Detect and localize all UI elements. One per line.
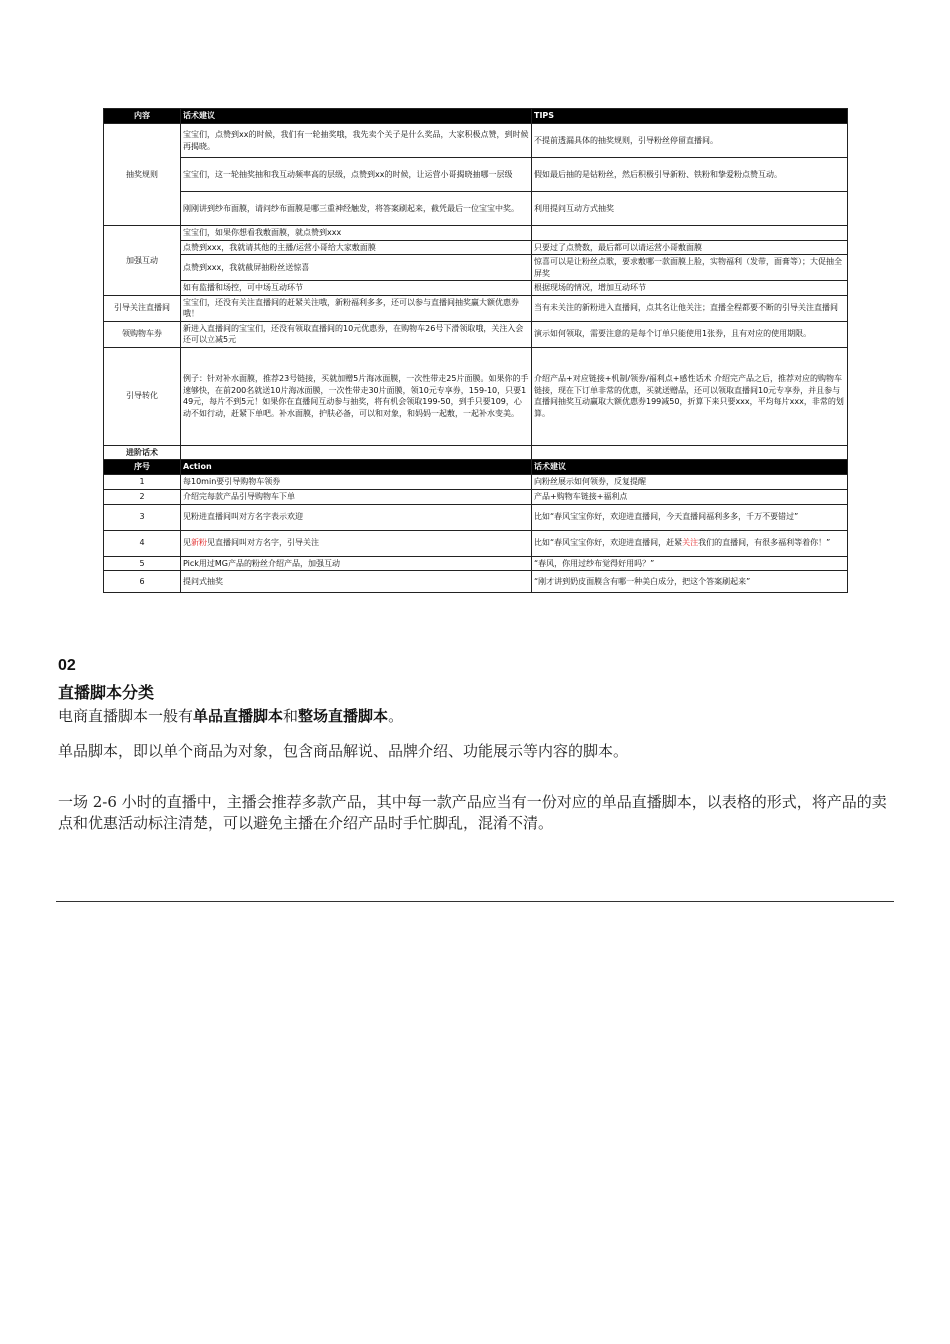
action-row (104, 571, 848, 593)
table-row (104, 347, 848, 445)
advanced-row (104, 445, 848, 460)
action-cell: 提问式抽奖 (181, 571, 532, 593)
paragraph-single-script: 单品脚本，即以单个商品为对象，包含商品解说、品牌介绍、功能展示等内容的脚本。 (58, 742, 629, 760)
action-row (104, 556, 848, 571)
empty-cell (181, 445, 532, 460)
single-script-term: 单品直播脚本 (193, 707, 284, 725)
table-row (104, 255, 848, 281)
row-number: 6 (104, 571, 181, 593)
action-text: 见直播间叫对方名字，引导关注 (207, 538, 319, 548)
header-cell: 序号 (104, 460, 181, 475)
speech-cell: 如有监播和场控，可中场互动环节 (181, 281, 532, 296)
speech-cell: 例子：针对补水面膜，推荐23号链接，买就加赠5片海冰面膜，一次性带走25片面膜。如果你的手速够快，在前200名就送10片海冰面膜，一次性带走30片面膜，领10元专享券，159-10，只要149元，每片不到5元！如果你在直播间互动参与抽奖，将有机会领取199-50，到手只要109，心动不如行动，赶紧下单吧。补水面膜，护肤必备，可以和对象，和妈妈一起敷，一起补水变美。 (181, 347, 532, 445)
header-cell: TIPS (532, 109, 848, 124)
tips-cell: 演示如何领取，需要注意的是每个订单只能使用1张券，且有对应的使用期限。 (532, 321, 848, 347)
header-cell: 内容 (104, 109, 181, 124)
tips-cell: 假如最后抽的是钻粉丝，然后积极引导新粉、铁粉和挚爱粉点赞互动。 (532, 158, 848, 192)
table-row (104, 226, 848, 241)
category-cell: 抽奖规则 (104, 124, 181, 226)
empty-cell (532, 445, 848, 460)
action-cell: 每10min要引导购物车领券 (181, 475, 532, 490)
tips-cell: 根据现场的情况，增加互动环节 (532, 281, 848, 296)
horizontal-divider (56, 901, 894, 902)
speech-cell: 向粉丝展示如何领券，反复提醒 (532, 475, 848, 490)
table-header-row-2 (104, 460, 848, 475)
action-row (104, 504, 848, 530)
speech-cell: 比如“春风宝宝你好，欢迎进直播间，今天直播间福利多多，千万不要错过” (532, 504, 848, 530)
advanced-label: 进阶话术 (104, 445, 181, 460)
action-cell: Pick用过MG产品的粉丝介绍产品，加强互动 (181, 556, 532, 571)
category-cell: 加强互动 (104, 226, 181, 296)
tips-cell: 介绍产品+对应链接+机制/领券/福利点+感性话术 介绍完产品之后，推荐对应的购物车链接，现在下订单非常的优惠，买就送赠品，还可以领取直播间10元专享券，并且参与直播间抽奖互动赢取大额优惠券199减50，折算下来只要xxx，平均每片xxx，非常的划算。 (532, 347, 848, 445)
action-cell: 见粉进直播间叫对方名字表示欢迎 (181, 504, 532, 530)
category-cell: 引导转化 (104, 347, 181, 445)
speech-text: 我们的直播间，有很多福利等着你！” (698, 538, 831, 548)
action-row (104, 490, 848, 505)
table-row (104, 158, 848, 192)
row-number: 2 (104, 490, 181, 505)
table-row (104, 240, 848, 255)
row-number: 3 (104, 504, 181, 530)
speech-cell: 点赞到xxx，我就截屏抽粉丝送惊喜 (181, 255, 532, 281)
speech-cell: “刚才讲到奶皮面膜含有哪一种美白成分，把这个答案刷起来” (532, 571, 848, 593)
table-row (104, 321, 848, 347)
speech-cell: 宝宝们，这一轮抽奖抽和我互动频率高的层级，点赞到xx的时候，让运营小哥揭晓抽哪一层级 (181, 158, 532, 192)
action-cell: 介绍完每款产品引导购物车下单 (181, 490, 532, 505)
header-cell: 话术建议 (181, 109, 532, 124)
intro-text: 电商直播脚本一般有 (58, 707, 194, 725)
speech-cell: “春风，你用过纱布觉得好用吗？” (532, 556, 848, 571)
action-row (104, 530, 848, 556)
table-row (104, 281, 848, 296)
intro-conj: 和 (283, 707, 299, 725)
action-cell (181, 530, 532, 556)
action-text: 见 (183, 538, 191, 548)
script-table-image (103, 108, 847, 620)
row-number: 4 (104, 530, 181, 556)
highlight-text: 新粉 (191, 538, 207, 548)
header-cell: Action (181, 460, 532, 475)
speech-text: 比如“春风宝宝你好，欢迎进直播间，赶紧 (534, 538, 683, 548)
table-row (104, 124, 848, 158)
script-table-body (104, 109, 848, 593)
tips-cell (532, 226, 848, 241)
full-script-term: 整场直播脚本 (298, 707, 389, 725)
script-table (103, 108, 848, 593)
paragraph-intro (58, 706, 898, 727)
speech-cell: 产品+购物车链接+福利点 (532, 490, 848, 505)
row-number: 5 (104, 556, 181, 571)
tips-cell: 当有未关注的新粉进入直播间，点其名让他关注；直播全程都要不断的引导关注直播间 (532, 295, 848, 321)
speech-cell: 宝宝们，还没有关注直播间的赶紧关注哦，新粉福利多多，还可以参与直播间抽奖赢大额优惠券哦！ (181, 295, 532, 321)
speech-cell: 宝宝们，如果你想看我敷面膜，就点赞到xxx (181, 226, 532, 241)
section-number: 02 (58, 657, 76, 674)
category-cell: 领购物车券 (104, 321, 181, 347)
category-cell: 引导关注直播间 (104, 295, 181, 321)
speech-cell: 新进入直播间的宝宝们，还没有领取直播间的10元优惠券，在购物车26号下滑领取哦，关注入会还可以立减5元 (181, 321, 532, 347)
tips-cell: 不提前透漏具体的抽奖规则，引导粉丝停留直播间。 (532, 124, 848, 158)
speech-cell: 宝宝们，点赞到xx的时候，我们有一轮抽奖哦，我先卖个关子是什么奖品，大家积极点赞，到时候再揭晓。 (181, 124, 532, 158)
tips-cell: 惊喜可以是让粉丝点歌，要求敷哪一款面膜上脸，实物福利（发带，面膏等）；大促抽全屏奖 (532, 255, 848, 281)
speech-cell (532, 530, 848, 556)
row-number: 1 (104, 475, 181, 490)
action-row (104, 475, 848, 490)
table-header-row (104, 109, 848, 124)
table-row (104, 295, 848, 321)
header-cell: 话术建议 (532, 460, 848, 475)
section-title: 直播脚本分类 (58, 683, 155, 702)
speech-cell: 刚刚讲到纱布面膜，请问纱布面膜是哪三重神经触发，将答案刷起来，截凭最后一位宝宝中奖。 (181, 192, 532, 226)
speech-cell: 点赞到xxx，我就请其他的主播/运营小哥给大家敷面膜 (181, 240, 532, 255)
highlight-text: 关注 (682, 538, 699, 548)
tips-cell: 利用提问互动方式抽奖 (532, 192, 848, 226)
table-row (104, 192, 848, 226)
paragraph-live-duration: 一场 2-6 小时的直播中，主播会推荐多款产品，其中每一款产品应当有一份对应的单品直播脚本，以表格的形式，将产品的卖点和优惠活动标注清楚，可以避免主播在介绍产品时手忙脚乱，混淆不清。 (58, 793, 887, 832)
intro-end: 。 (388, 707, 404, 725)
tips-cell: 只要过了点赞数，最后都可以请运营小哥敷面膜 (532, 240, 848, 255)
